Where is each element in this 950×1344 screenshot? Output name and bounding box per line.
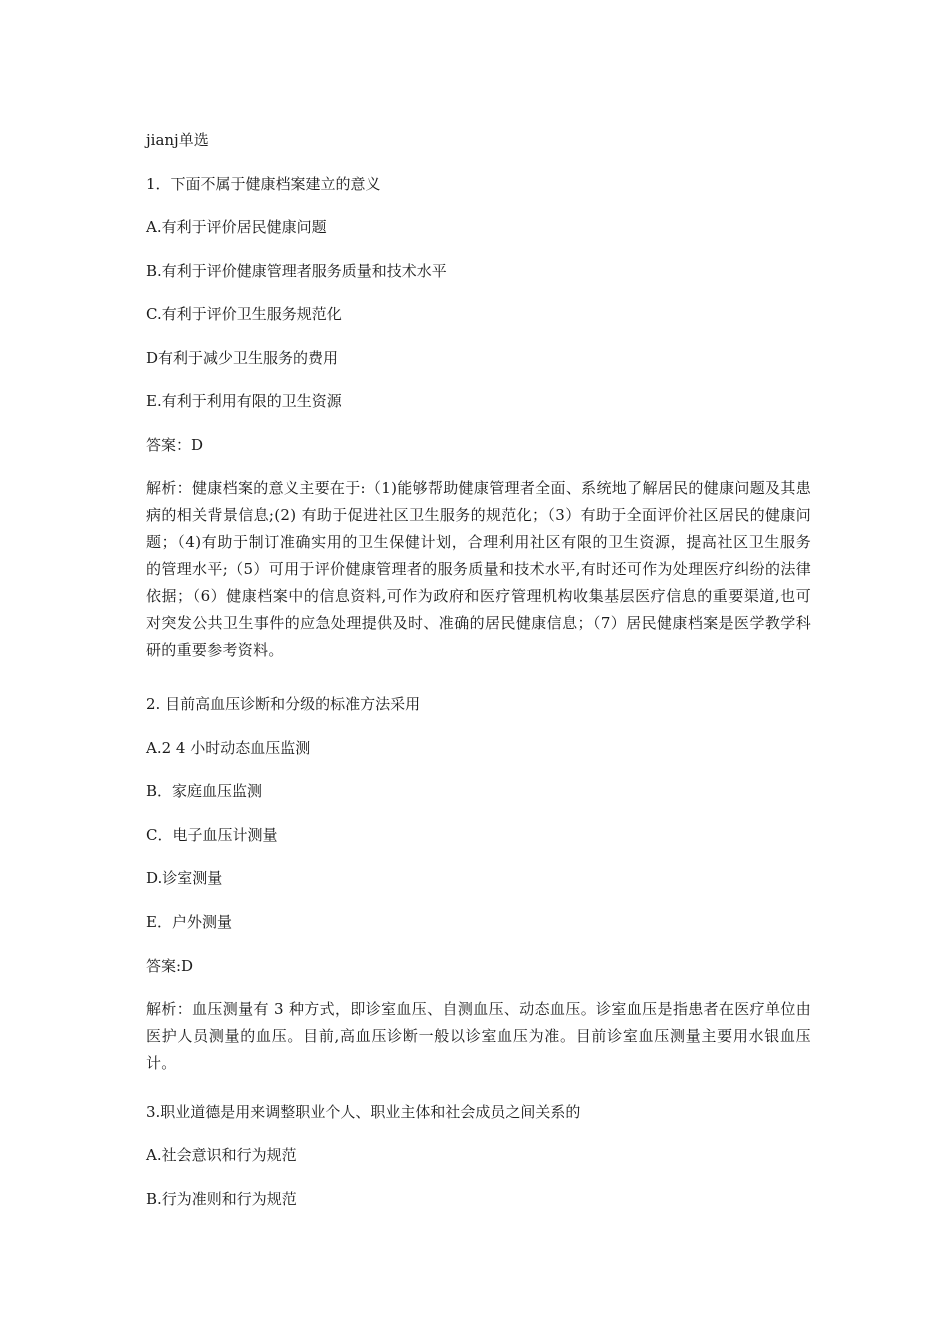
question-2-option-e: E．户外测量 — [146, 913, 232, 931]
question-2-option-d: D.诊室测量 — [146, 869, 223, 887]
question-2-option-b: B．家庭血压监测 — [146, 782, 263, 800]
question-3-stem: 3.职业道德是用来调整职业个人、职业主体和社会成员之间关系的 — [146, 1103, 581, 1121]
question-1-option-d: D有利于减少卫生服务的费用 — [146, 349, 339, 367]
question-2-analysis: 解析：血压测量有 3 种方式，即诊室血压、自测血压、动态血压。诊室血压是指患者在医疗单位由医护人员测量的血压。目前,高血压诊断一般以诊室血压为准。目前诊室血压测量主要用水银血压计。 — [146, 1000, 811, 1072]
question-2-stem: 2. 目前高血压诊断和分级的标准方法采用 — [146, 695, 421, 713]
question-2-option-c: C．电子血压计测量 — [146, 826, 278, 844]
question-1-option-c: C.有利于评价卫生服务规范化 — [146, 305, 342, 323]
question-2-answer: 答案:D — [146, 957, 194, 975]
question-1-stem: 1．下面不属于健康档案建立的意义 — [146, 175, 381, 193]
question-2-option-a: A.2 4 小时动态血压监测 — [146, 739, 311, 757]
question-3-option-b: B.行为准则和行为规范 — [146, 1190, 297, 1208]
question-1-answer: 答案：D — [146, 436, 204, 454]
section-label: jianj单选 — [146, 131, 209, 149]
question-3-option-a: A.社会意识和行为规范 — [146, 1146, 297, 1164]
question-1-option-a: A.有利于评价居民健康问题 — [146, 218, 327, 236]
question-1-option-b: B.有利于评价健康管理者服务质量和技术水平 — [146, 262, 447, 280]
question-1-analysis: 解析：健康档案的意义主要在于:（1)能够帮助健康管理者全面、系统地了解居民的健康问题及其患病的相关背景信息;(2) 有助于促进社区卫生服务的规范化；（3）有助于全面评价社区居民的健康问题；（4)有助于制订准确实用的卫生保健计划，合理利用社区有限的卫生资源，提高社区卫生服务的管理水平;（5）可用于评价健康管理者的服务质量和技术水平,有时还可作为处理医疗纠纷的法律依据；（6）健康档案中的信息资料,可作为政府和医疗管理机构收集基层医疗信息的重要渠道,也可对突发公共卫生事件的应急处理提供及时、准确的居民健康信息；（7）居民健康档案是医学教学科研的重要参考资料。 — [146, 479, 811, 659]
question-1-option-e: E.有利于利用有限的卫生资源 — [146, 392, 342, 410]
